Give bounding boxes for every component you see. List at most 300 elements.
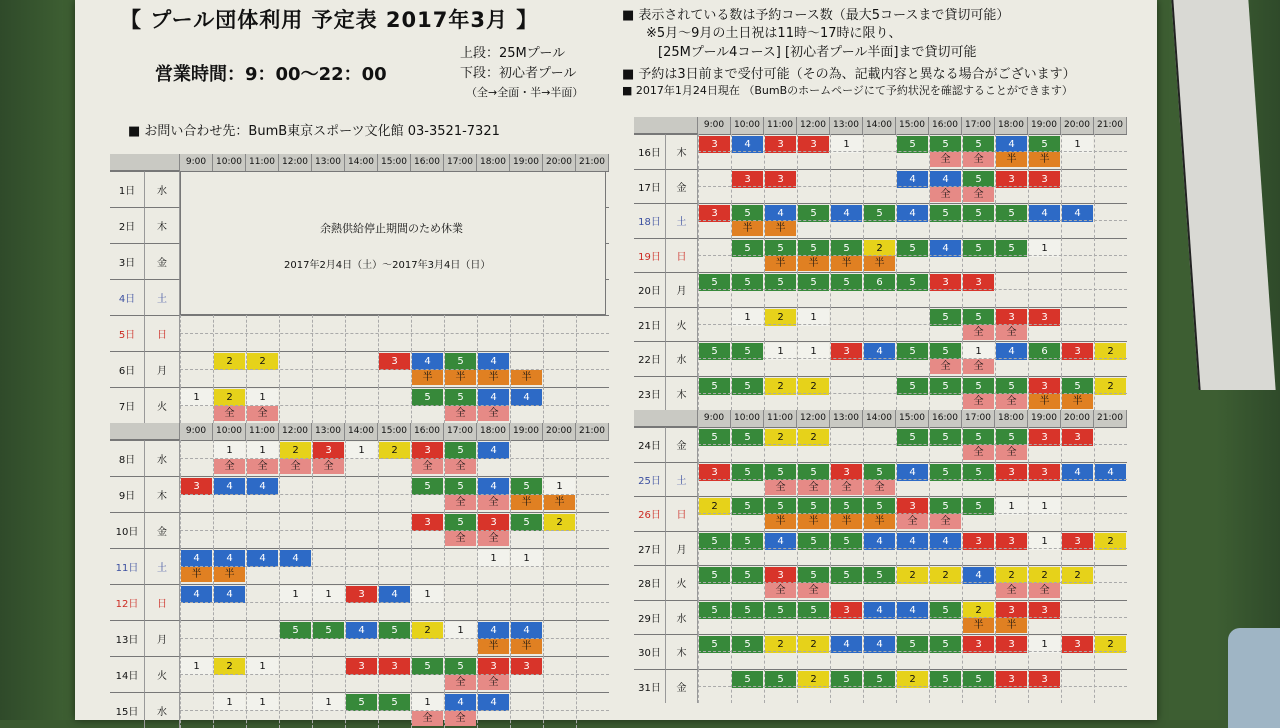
left-day-label: 8日	[110, 440, 145, 476]
left-booking-lower: 全	[445, 406, 476, 421]
left-booking-lower: 全	[478, 531, 509, 546]
left-booking-lower: 半	[181, 567, 212, 582]
left-weekday-label: 金	[145, 512, 180, 548]
right-booking-upper: 4	[897, 464, 928, 481]
right-time-header: 21:00	[1094, 410, 1127, 427]
left-header-blank	[110, 154, 180, 171]
left-time-header: 19:00	[510, 154, 543, 171]
closure-box	[180, 171, 606, 315]
left-booking-upper: 3	[412, 442, 443, 459]
right-booking-lower: 半	[864, 256, 895, 271]
right-booking-upper: 3	[1029, 309, 1060, 326]
left-booking-upper: 1	[214, 694, 245, 711]
right-booking-upper: 6	[1029, 343, 1060, 360]
left-day-label: 6日	[110, 351, 145, 387]
right-booking-upper: 5	[930, 378, 961, 395]
left-day-label: 14日	[110, 656, 145, 692]
left-booking-lower: 全	[280, 459, 311, 474]
right-booking-upper: 2	[765, 309, 796, 326]
right-mid-line	[698, 289, 1127, 290]
left-weekday-label: 日	[145, 584, 180, 620]
right-booking-lower: 全	[996, 583, 1027, 598]
left-booking-upper: 1	[247, 389, 278, 406]
right-booking-lower: 全	[963, 445, 994, 460]
right-booking-upper: 1	[1029, 240, 1060, 257]
right-weekday-label: 日	[666, 238, 698, 273]
left-time-header: 10:00	[213, 423, 246, 440]
right-booking-upper: 5	[732, 464, 763, 481]
right-booking-lower: 全	[798, 480, 829, 495]
right-booking-upper: 4	[930, 171, 961, 188]
right-booking-upper: 5	[897, 240, 928, 257]
right-booking-upper: 1	[732, 309, 763, 326]
left-time-header: 9:00	[180, 423, 213, 440]
right-booking-upper: 6	[864, 274, 895, 291]
right-booking-upper: 3	[996, 533, 1027, 550]
right-booking-lower: 半	[996, 152, 1027, 167]
left-booking-lower: 全	[478, 406, 509, 421]
right-time-header: 11:00	[764, 410, 797, 427]
cloth	[1228, 628, 1280, 728]
left-mid-line	[180, 458, 609, 459]
left-booking-upper: 1	[247, 442, 278, 459]
right-booking-upper: 5	[897, 136, 928, 153]
left-time-header: 16:00	[411, 154, 444, 171]
right-booking-upper: 3	[996, 602, 1027, 619]
right-booking-upper: 4	[996, 343, 1027, 360]
right-booking-upper: 5	[963, 671, 994, 688]
right-booking-upper: 4	[831, 205, 862, 222]
left-booking-upper: 5	[445, 442, 476, 459]
right-booking-upper: 4	[1029, 205, 1060, 222]
right-weekday-label: 水	[666, 341, 698, 376]
left-booking-lower: 全	[445, 459, 476, 474]
right-booking-upper: 1	[1029, 533, 1060, 550]
right-booking-upper: 4	[930, 240, 961, 257]
right-booking-upper: 4	[765, 205, 796, 222]
left-time-header: 13:00	[312, 423, 345, 440]
left-day-label: 3日	[110, 243, 145, 279]
right-booking-upper: 2	[765, 429, 796, 446]
right-day-label: 27日	[634, 531, 666, 566]
right-booking-upper: 5	[831, 671, 862, 688]
right-day-label: 29日	[634, 600, 666, 635]
business-hours: 営業時間：9：00〜22：00	[155, 64, 387, 85]
right-booking-upper: 5	[699, 429, 730, 446]
left-booking-upper: 5	[313, 622, 344, 639]
left-booking-upper: 4	[346, 622, 377, 639]
right-booking-upper: 5	[732, 636, 763, 653]
right-mid-line	[698, 444, 1127, 445]
left-time-header: 21:00	[576, 423, 609, 440]
right-booking-upper: 5	[798, 274, 829, 291]
left-time-header: 12:00	[279, 154, 312, 171]
right-booking-upper: 5	[1029, 136, 1060, 153]
right-booking-upper: 4	[864, 636, 895, 653]
note-2: ※5月〜9月の土日祝は11時〜17時に限り、	[646, 26, 902, 41]
right-booking-upper: 4	[897, 171, 928, 188]
right-weekday-label: 金	[666, 669, 698, 704]
left-booking-upper: 4	[511, 389, 542, 406]
left-time-header: 20:00	[543, 423, 576, 440]
left-time-header: 13:00	[312, 154, 345, 171]
left-time-header: 11:00	[246, 423, 279, 440]
right-booking-upper: 4	[963, 567, 994, 584]
left-booking-upper: 4	[214, 550, 245, 567]
right-booking-upper: 5	[963, 205, 994, 222]
left-time-header: 14:00	[345, 154, 378, 171]
right-booking-upper: 5	[765, 240, 796, 257]
right-weekday-label: 土	[666, 462, 698, 497]
right-booking-upper: 4	[996, 136, 1027, 153]
left-time-header: 17:00	[444, 423, 477, 440]
right-booking-upper: 5	[996, 205, 1027, 222]
right-booking-lower: 全	[765, 480, 796, 495]
right-booking-upper: 5	[765, 671, 796, 688]
right-booking-upper: 5	[1062, 378, 1093, 395]
right-booking-upper: 5	[930, 343, 961, 360]
right-booking-upper: 5	[732, 429, 763, 446]
right-booking-upper: 5	[699, 378, 730, 395]
right-booking-lower: 全	[930, 514, 961, 529]
left-time-header: 18:00	[477, 423, 510, 440]
right-booking-upper: 1	[798, 309, 829, 326]
right-booking-upper: 2	[798, 378, 829, 395]
left-time-header: 14:00	[345, 423, 378, 440]
right-booking-upper: 5	[996, 240, 1027, 257]
right-weekday-label: 月	[666, 531, 698, 566]
right-booking-upper: 3	[798, 136, 829, 153]
left-booking-lower: 全	[445, 495, 476, 510]
right-booking-upper: 5	[732, 671, 763, 688]
right-booking-lower: 全	[1029, 583, 1060, 598]
left-time-header: 20:00	[543, 154, 576, 171]
right-booking-upper: 5	[732, 240, 763, 257]
right-booking-upper: 3	[1062, 636, 1093, 653]
right-booking-upper: 5	[864, 464, 895, 481]
right-booking-upper: 5	[996, 429, 1027, 446]
left-mid-line	[180, 602, 609, 603]
right-booking-lower: 半	[1062, 394, 1093, 409]
right-booking-upper: 5	[831, 567, 862, 584]
left-time-header: 10:00	[213, 154, 246, 171]
right-booking-upper: 1	[831, 136, 862, 153]
left-booking-upper: 3	[379, 658, 410, 675]
right-booking-upper: 2	[963, 602, 994, 619]
right-time-header: 14:00	[863, 117, 896, 134]
left-booking-upper: 2	[412, 622, 443, 639]
left-booking-upper: 5	[379, 694, 410, 711]
right-booking-upper: 5	[930, 671, 961, 688]
right-booking-upper: 3	[699, 136, 730, 153]
left-booking-upper: 5	[445, 514, 476, 531]
right-booking-upper: 3	[1029, 671, 1060, 688]
right-booking-upper: 1	[996, 498, 1027, 515]
right-booking-lower: 半	[765, 256, 796, 271]
right-booking-upper: 5	[732, 567, 763, 584]
right-booking-upper: 5	[831, 274, 862, 291]
right-day-label: 28日	[634, 565, 666, 600]
left-day-label: 4日	[110, 279, 145, 315]
left-booking-upper: 1	[346, 442, 377, 459]
right-booking-upper: 5	[864, 671, 895, 688]
right-booking-upper: 5	[732, 378, 763, 395]
right-time-header: 20:00	[1061, 117, 1094, 134]
right-booking-upper: 3	[1062, 533, 1093, 550]
right-mid-line	[698, 255, 1127, 256]
right-booking-lower: 全	[930, 152, 961, 167]
right-booking-upper: 5	[864, 567, 895, 584]
right-booking-upper: 5	[930, 136, 961, 153]
left-booking-upper: 5	[412, 389, 443, 406]
right-booking-upper: 5	[798, 533, 829, 550]
left-booking-lower: 全	[412, 459, 443, 474]
right-booking-upper: 2	[1095, 378, 1126, 395]
right-header-blank	[634, 117, 698, 134]
right-time-header: 21:00	[1094, 117, 1127, 134]
right-time-header: 17:00	[962, 410, 995, 427]
right-booking-upper: 4	[897, 602, 928, 619]
note-3: [25Mプール4コース] [初心者プール半面]まで貸切可能	[658, 45, 977, 60]
right-day-label: 18日	[634, 203, 666, 238]
right-booking-upper: 5	[897, 274, 928, 291]
right-time-header: 9:00	[698, 410, 731, 427]
right-booking-lower: 全	[930, 187, 961, 202]
left-booking-lower: 半	[544, 495, 575, 510]
left-booking-upper: 1	[247, 694, 278, 711]
left-booking-lower: 全	[247, 459, 278, 474]
right-day-label: 21日	[634, 307, 666, 342]
left-booking-upper: 4	[478, 694, 509, 711]
left-booking-upper: 1	[544, 478, 575, 495]
right-booking-upper: 3	[765, 171, 796, 188]
left-day-label: 12日	[110, 584, 145, 620]
note-1: ■ 表示されている数は予約コース数（最大5コースまで貸切可能）	[622, 8, 1010, 23]
right-booking-upper: 5	[963, 464, 994, 481]
right-booking-upper: 5	[963, 171, 994, 188]
right-booking-upper: 5	[996, 378, 1027, 395]
left-mid-line	[180, 369, 609, 370]
right-booking-upper: 3	[1062, 429, 1093, 446]
left-mid-line	[180, 674, 609, 675]
right-booking-lower: 半	[765, 514, 796, 529]
left-booking-upper: 3	[313, 442, 344, 459]
right-booking-lower: 半	[798, 256, 829, 271]
left-booking-upper: 1	[247, 658, 278, 675]
right-booking-upper: 3	[963, 533, 994, 550]
pool-lower-label: 下段：初心者プール	[460, 66, 577, 81]
right-booking-lower: 半	[963, 618, 994, 633]
pool-legend: （全→全面・半→半面）	[466, 86, 584, 99]
right-mid-line	[698, 220, 1127, 221]
left-booking-lower: 全	[412, 711, 443, 726]
left-booking-lower: 半	[511, 495, 542, 510]
left-booking-upper: 4	[412, 353, 443, 370]
right-booking-upper: 3	[732, 171, 763, 188]
left-booking-upper: 5	[412, 658, 443, 675]
right-booking-upper: 3	[1029, 378, 1060, 395]
right-booking-upper: 5	[963, 429, 994, 446]
right-booking-upper: 3	[1029, 602, 1060, 619]
right-booking-upper: 5	[699, 567, 730, 584]
right-weekday-label: 金	[666, 169, 698, 204]
left-day-label: 11日	[110, 548, 145, 584]
right-weekday-label: 火	[666, 307, 698, 342]
right-booking-upper: 4	[864, 533, 895, 550]
left-booking-upper: 4	[478, 478, 509, 495]
left-weekday-label: 土	[145, 548, 180, 584]
left-time-header: 19:00	[510, 423, 543, 440]
right-mid-line	[698, 582, 1127, 583]
right-booking-upper: 3	[765, 567, 796, 584]
right-time-header: 12:00	[797, 410, 830, 427]
left-booking-upper: 5	[445, 353, 476, 370]
right-day-label: 31日	[634, 669, 666, 704]
right-booking-upper: 5	[798, 567, 829, 584]
right-booking-upper: 2	[1029, 567, 1060, 584]
left-booking-upper: 3	[511, 658, 542, 675]
right-booking-lower: 全	[798, 583, 829, 598]
right-booking-upper: 5	[963, 309, 994, 326]
left-booking-lower: 全	[445, 675, 476, 690]
left-booking-upper: 3	[478, 514, 509, 531]
left-booking-upper: 5	[511, 514, 542, 531]
right-booking-upper: 2	[798, 636, 829, 653]
right-time-header: 13:00	[830, 410, 863, 427]
right-booking-upper: 1	[1062, 136, 1093, 153]
right-booking-upper: 5	[963, 136, 994, 153]
right-mid-line	[698, 151, 1127, 152]
right-booking-lower: 半	[831, 256, 862, 271]
right-booking-lower: 全	[963, 359, 994, 374]
left-mid-line	[180, 494, 609, 495]
pool-upper-label: 上段：25Mプール	[460, 46, 566, 61]
right-booking-upper: 5	[930, 636, 961, 653]
left-weekday-label: 火	[145, 656, 180, 692]
left-booking-lower: 全	[214, 459, 245, 474]
right-booking-upper: 5	[864, 498, 895, 515]
right-weekday-label: 金	[666, 427, 698, 462]
right-booking-upper: 3	[897, 498, 928, 515]
closure-message: 余熱供給停止期間のため休業	[320, 222, 463, 235]
right-booking-lower: 半	[864, 514, 895, 529]
right-booking-upper: 1	[1029, 636, 1060, 653]
left-time-header: 11:00	[246, 154, 279, 171]
right-time-header: 11:00	[764, 117, 797, 134]
right-booking-lower: 全	[897, 514, 928, 529]
left-mid-line	[180, 710, 609, 711]
left-booking-upper: 4	[478, 622, 509, 639]
right-booking-upper: 5	[831, 240, 862, 257]
right-weekday-label: 日	[666, 496, 698, 531]
right-mid-line	[698, 186, 1127, 187]
right-mid-line	[698, 324, 1127, 325]
left-weekday-label: 月	[145, 351, 180, 387]
left-day-label: 15日	[110, 692, 145, 728]
right-booking-upper: 2	[798, 429, 829, 446]
left-booking-upper: 1	[181, 658, 212, 675]
right-booking-upper: 5	[963, 240, 994, 257]
right-booking-upper: 5	[699, 274, 730, 291]
right-booking-upper: 5	[798, 464, 829, 481]
right-booking-upper: 3	[996, 636, 1027, 653]
right-day-label: 25日	[634, 462, 666, 497]
right-booking-upper: 3	[831, 343, 862, 360]
left-booking-upper: 5	[280, 622, 311, 639]
left-weekday-label: 月	[145, 620, 180, 656]
right-mid-line	[698, 358, 1127, 359]
right-time-header: 9:00	[698, 117, 731, 134]
right-booking-upper: 5	[765, 274, 796, 291]
left-booking-upper: 3	[478, 658, 509, 675]
right-booking-upper: 5	[930, 429, 961, 446]
right-booking-upper: 3	[996, 671, 1027, 688]
right-mid-line	[698, 548, 1127, 549]
right-booking-upper: 5	[732, 533, 763, 550]
right-booking-upper: 5	[897, 429, 928, 446]
right-booking-upper: 3	[831, 602, 862, 619]
right-booking-lower: 全	[996, 394, 1027, 409]
right-booking-upper: 3	[699, 205, 730, 222]
left-mid-line	[180, 405, 609, 406]
left-booking-lower: 全	[478, 675, 509, 690]
right-booking-upper: 2	[930, 567, 961, 584]
right-booking-upper: 2	[765, 378, 796, 395]
right-day-label: 30日	[634, 634, 666, 669]
right-booking-upper: 5	[831, 533, 862, 550]
right-booking-upper: 2	[1095, 343, 1126, 360]
right-booking-upper: 5	[798, 602, 829, 619]
closure-dates: 2017年2月4日（土）〜2017年3月4日（日）	[284, 260, 491, 271]
right-booking-upper: 5	[699, 636, 730, 653]
left-booking-upper: 1	[412, 694, 443, 711]
left-booking-upper: 5	[445, 478, 476, 495]
left-weekday-label: 木	[145, 476, 180, 512]
right-booking-upper: 2	[897, 671, 928, 688]
left-weekday-label: 金	[145, 243, 180, 279]
right-booking-upper: 5	[798, 240, 829, 257]
left-weekday-label: 水	[145, 440, 180, 476]
right-time-header: 15:00	[896, 117, 929, 134]
left-booking-upper: 3	[346, 586, 377, 603]
left-booking-upper: 4	[214, 478, 245, 495]
right-weekday-label: 木	[666, 376, 698, 411]
right-booking-upper: 4	[1062, 205, 1093, 222]
right-booking-upper: 5	[864, 205, 895, 222]
right-booking-lower: 全	[963, 394, 994, 409]
right-booking-upper: 4	[864, 602, 895, 619]
right-booking-lower: 全	[996, 325, 1027, 340]
left-booking-upper: 1	[511, 550, 542, 567]
left-booking-upper: 2	[280, 442, 311, 459]
right-booking-upper: 5	[699, 343, 730, 360]
right-booking-lower: 半	[1029, 152, 1060, 167]
right-mid-line	[698, 617, 1127, 618]
right-day-label: 26日	[634, 496, 666, 531]
right-booking-upper: 2	[765, 636, 796, 653]
right-booking-upper: 5	[963, 498, 994, 515]
right-booking-upper: 1	[798, 343, 829, 360]
left-booking-upper: 4	[478, 389, 509, 406]
right-booking-upper: 3	[1029, 429, 1060, 446]
left-booking-upper: 3	[181, 478, 212, 495]
right-time-header: 17:00	[962, 117, 995, 134]
right-booking-upper: 5	[897, 636, 928, 653]
right-time-header: 13:00	[830, 117, 863, 134]
left-booking-upper: 2	[544, 514, 575, 531]
left-booking-lower: 半	[478, 370, 509, 385]
right-booking-upper: 4	[732, 136, 763, 153]
